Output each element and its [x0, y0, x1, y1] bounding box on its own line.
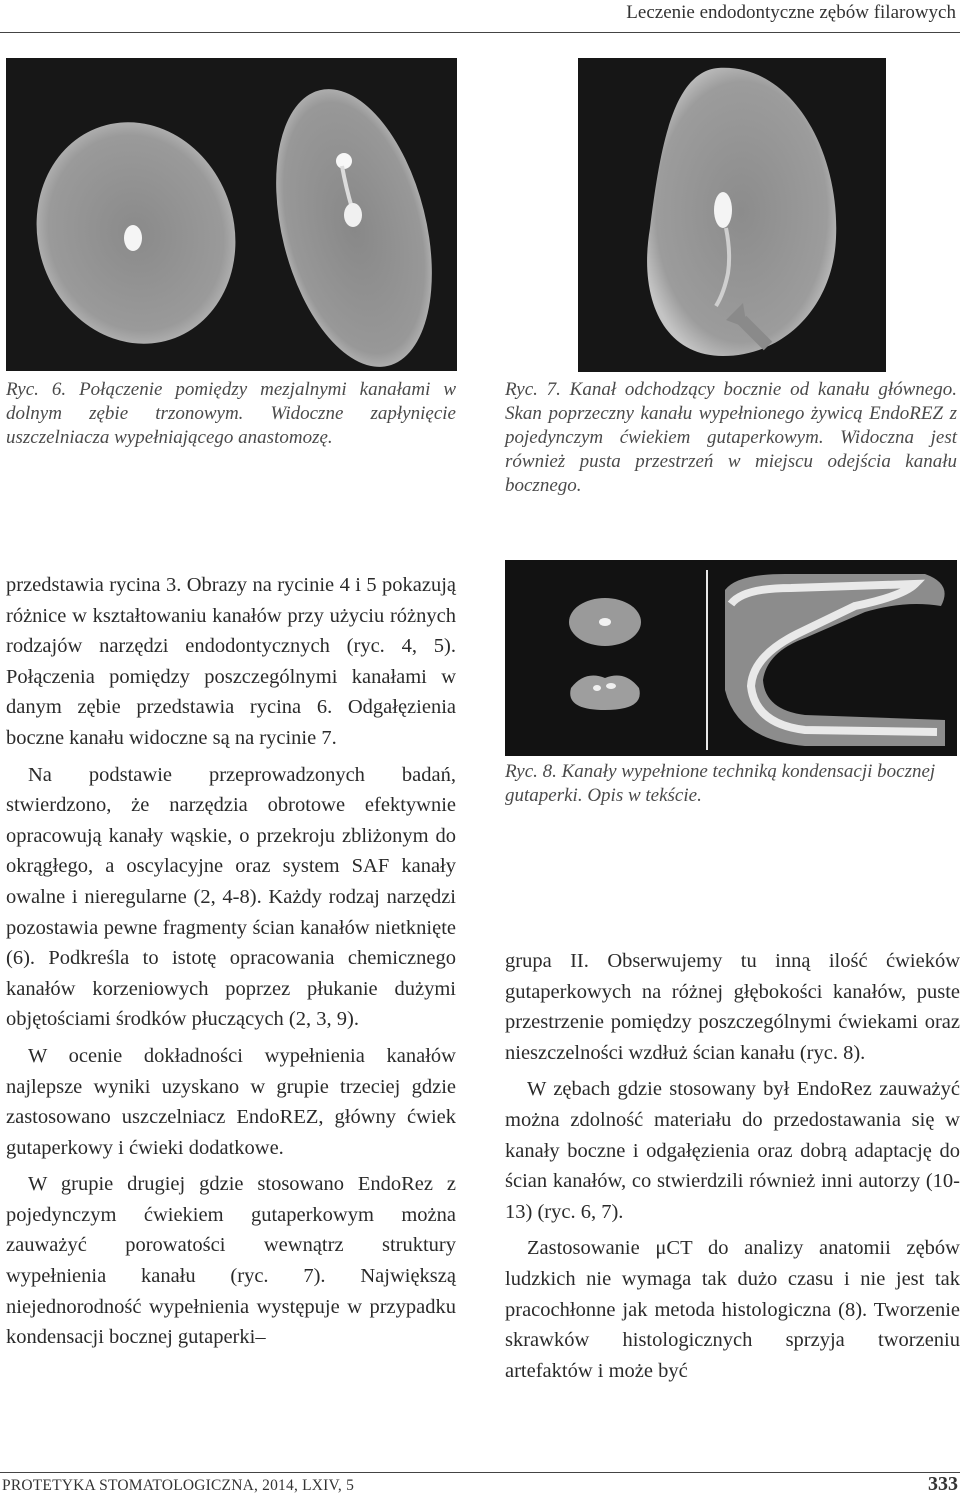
footer-rule [0, 1472, 960, 1473]
figure-6-image [6, 58, 457, 371]
body-left-column [6, 570, 456, 1353]
figure-6-caption: Ryc. 6. Połączenie pomiędzy mezjalnymi kanałami w dolnym zębie trzonowym. Widoczne zapłynięcie uszczelniacza wypełniającego anastomozę. [6, 379, 456, 448]
body-right-column [505, 946, 960, 1386]
paragraph: Zastosowanie μCT do analizy anatomii zębów ludzkich nie wymaga tak dużo czasu i nie jest tak pracochłonne jak metoda histologiczna (8). Tworzenie skrawków histologicznych sprzyja tworzeniu artefaktów i może być [505, 1237, 960, 1382]
paragraph: przedstawia rycina 3. Obrazy na rycinie 4 i 5 pokazują różnice w kształtowaniu kanałów przy użyciu różnych rodzajów narzędzi endodontycznych (ryc. 4, 5). Połączenia pomiędzy poszczególnymi kanałami w danym zębie przedstawia rycina 6. Odgałęzienia boczne kanału widoczne są na rycinie 7. [6, 574, 456, 749]
paragraph: Na podstawie przeprowadzonych badań, stwierdzono, że narzędzia obrotowe efektywnie opracowują kanały wąskie, o przekroju zbliżonym do okrągłego, a oscylacyjne oraz system SAF kanały owalne i nieregularne (2, 4-8). Każdy rodzaj narzędzi pozostawia pewne fragmenty ścian kanałów nietknięte (6). Podkreśla to istotę opracowania chemicznego kanałów korzeniowych poprzez płukanie dużymi objętościami środków płuczących (2, 3, 9). [6, 763, 456, 1031]
figure-7-image [578, 58, 886, 372]
canal-left [124, 225, 142, 251]
paragraph: grupa II. Obserwujemy tu inną ilość ćwieków gutaperkowych na różnej głębokości kanałów, puste przestrzenie pomiędzy poszczególnymi ćwiekami oraz nieszczelności wzdłuż ścian kanału (ryc. 8). [505, 950, 960, 1064]
paragraph: W zębach gdzie stosowany był EndoRez zauważyć można zdolność materiału do przedostawania się w kanały boczne i odgałęzienia oraz dobrą adaptację do ścian kanałów, co stwierdzili również inni autorzy (10-13) (ryc. 6, 7). [505, 1078, 960, 1223]
figure-8-caption: Ryc. 8. Kanały wypełnione techniką kondensacji bocznej gutaperki. Opis w tekście. [505, 761, 936, 806]
figure-8-image [505, 560, 957, 756]
figure-7-caption: Ryc. 7. Kanał odchodzący bocznie od kanału głównego. Skan poprzeczny kanału wypełnionego żywicą EndoREZ z pojedynczym ćwiekiem gutaperkowym. Widoczna jest również pusta przestrzeń w miejscu odejścia kanału bocznego. [505, 379, 957, 496]
canal-right-lower [344, 203, 362, 227]
header-rule [0, 32, 960, 33]
main-canal [714, 192, 732, 228]
paragraph: W ocenie dokładności wypełnienia kanałów najlepsze wyniki uzyskano w grupie trzeciej gdzie zastosowano uszczelniacz EndoREZ, główny ćwiek gutaperkowy i ćwieki dodatkowe. [6, 1044, 456, 1159]
page-number: 333 [928, 1473, 958, 1495]
journal-citation: PROTETYKA STOMATOLOGICZNA, 2014, LXIV, 5 [2, 1477, 355, 1494]
running-title: Leczenie endodontyczne zębów filarowych [626, 2, 956, 23]
paragraph: W grupie drugiej gdzie stosowano EndoRez z pojedynczym ćwiekiem gutaperkowym można zauważyć porowatości wewnątrz struktury wypełnienia kanału (ryc. 7). Największą niejednorodność wypełnienia występuje w przypadku kondensacji bocznej gutaperki– [6, 1173, 456, 1349]
